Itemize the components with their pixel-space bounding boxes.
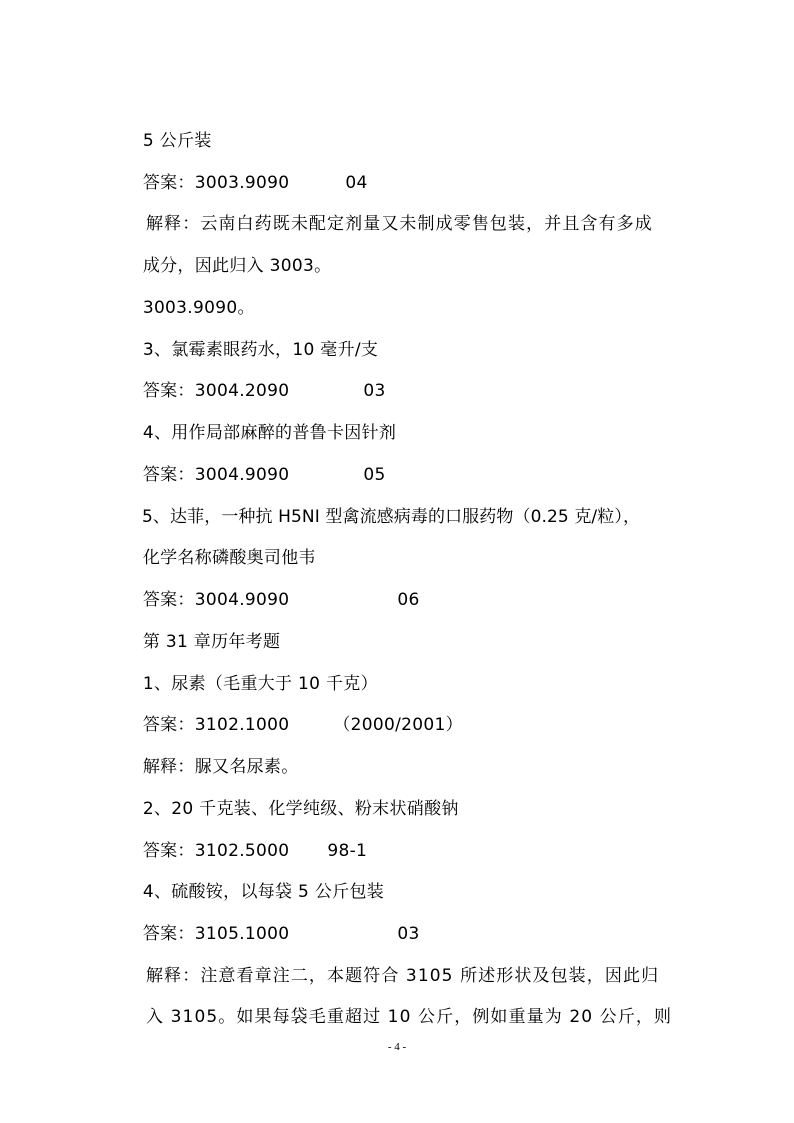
heading-text: 第 31 章历年考题 bbox=[142, 632, 281, 652]
answer-code: 答案：3004.2090 bbox=[142, 381, 290, 401]
question-text: 3、氯霉素眼药水，10 毫升/支 bbox=[142, 340, 379, 360]
question-text: 5、达菲，一种抗 H5NI 型禽流感病毒的口服药物（0.25 克/粒）， bbox=[142, 507, 641, 527]
question-text: 4、用作局部麻醉的普鲁卡因针剂 bbox=[142, 423, 397, 443]
page-number: - 4 - bbox=[387, 1041, 407, 1053]
question-text: 2、20 千克装、化学纯级、粉末状硝酸钠 bbox=[142, 799, 459, 819]
answer-code: 答案：3004.9090 bbox=[142, 590, 290, 610]
answer-code: 答案：3105.1000 bbox=[142, 924, 290, 944]
line-text: 解释：云南白药既未配定剂量又未制成零售包装，并且含有多成 bbox=[146, 214, 653, 234]
line-text: 3003.9090。 bbox=[142, 298, 255, 318]
exam-year: 98-1 bbox=[327, 841, 368, 861]
exam-year: 05 bbox=[363, 465, 386, 485]
exam-year: 03 bbox=[363, 381, 386, 401]
answer-code: 答案：3003.9090 bbox=[142, 173, 290, 193]
exam-year: （2000/2001） bbox=[333, 715, 463, 735]
answer-code: 答案：3102.5000 bbox=[142, 841, 290, 861]
answer-code: 答案：3102.1000 bbox=[142, 715, 290, 735]
exam-year: 06 bbox=[397, 590, 420, 610]
question-text: 4、硫酸铵，以每袋 5 公斤包装 bbox=[142, 882, 385, 902]
line-text: 成分，因此归入 3003。 bbox=[142, 256, 332, 276]
line-text: 5 公斤装 bbox=[142, 131, 212, 151]
line-text: 解释：脲又名尿素。 bbox=[142, 757, 299, 777]
exam-year: 03 bbox=[397, 924, 420, 944]
answer-code: 答案：3004.9090 bbox=[142, 465, 290, 485]
line-text: 入 3105。如果每袋毛重超过 10 公斤，例如重量为 20 公斤，则 bbox=[146, 1007, 673, 1027]
exam-year: 04 bbox=[345, 173, 368, 193]
question-text: 1、尿素（毛重大于 10 千克） bbox=[142, 674, 378, 694]
line-text: 化学名称磷酸奥司他韦 bbox=[142, 548, 316, 568]
line-text: 解释：注意看章注二，本题符合 3105 所述形状及包装，因此归 bbox=[146, 966, 660, 986]
